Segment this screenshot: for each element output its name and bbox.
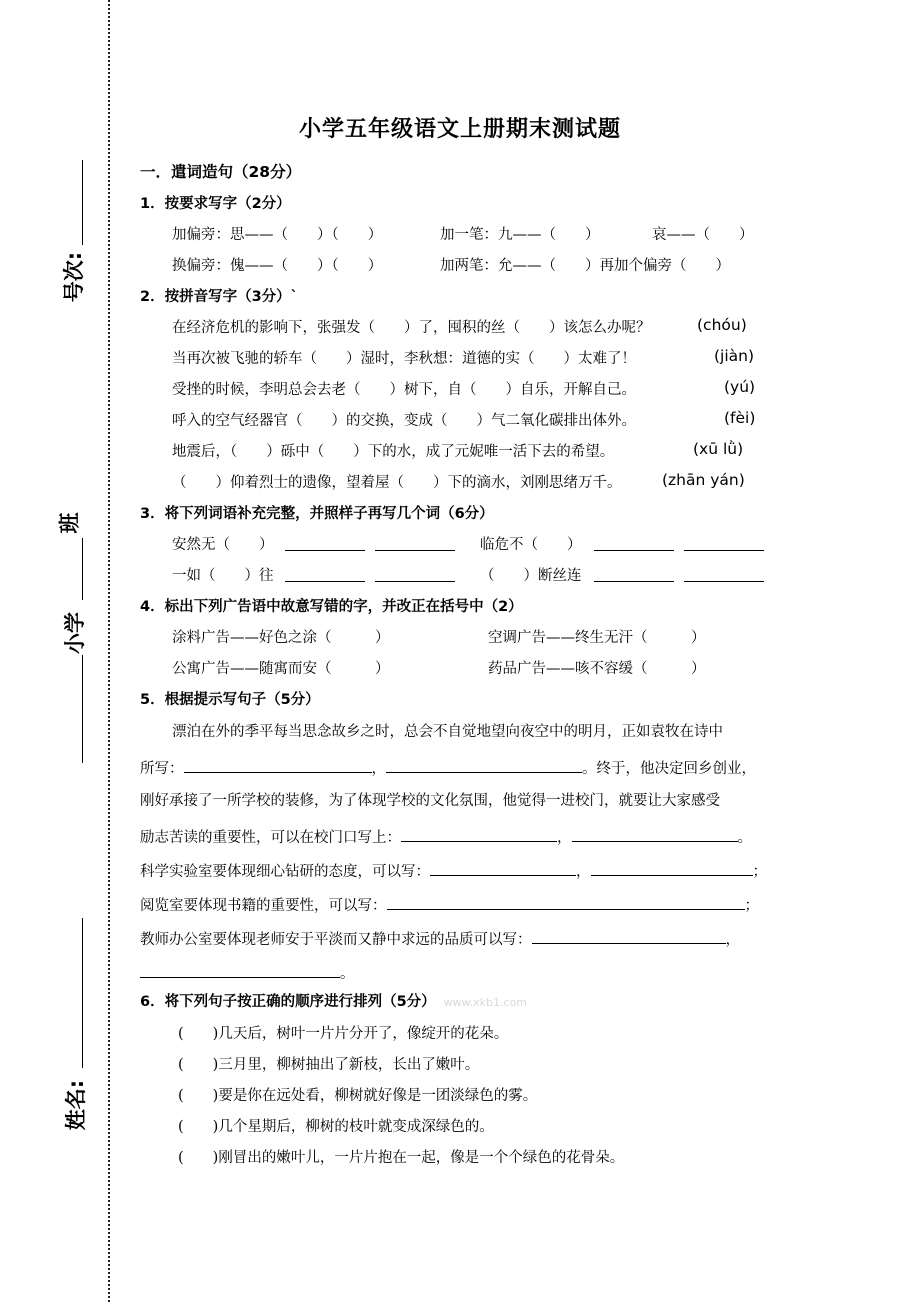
q5-blank[interactable] bbox=[401, 826, 557, 842]
section-heading: 一．遣词造句（28分） bbox=[140, 163, 302, 181]
q2-pinyin: (yú) bbox=[724, 378, 756, 396]
q5-text: ， bbox=[576, 864, 591, 880]
q3-blank[interactable] bbox=[684, 535, 764, 551]
q5-paragraph-line: 刚好承接了一所学校的装修，为了体现学校的文化氛围，他觉得一进校门，就要让大家感受 bbox=[140, 793, 720, 809]
q6-item: ( )刚冒出的嫩叶儿，一片片抱在一起，像是一个个绿色的花骨朵。 bbox=[178, 1150, 625, 1166]
q4-row1-b: 空调广告——终生无汗（ ） bbox=[488, 630, 706, 646]
q1-row1-b: 加一笔：九——（ ） bbox=[440, 227, 600, 243]
q5-text: 。 bbox=[340, 966, 355, 982]
q6-heading-text: 6．将下列句子按正确的顺序进行排列（5分） bbox=[140, 994, 436, 1010]
q4-row1-a: 涂料广告——好色之涂（ ） bbox=[172, 630, 390, 646]
q5-blank[interactable] bbox=[572, 826, 738, 842]
q6-item: ( )几个星期后，柳树的枝叶就变成深绿色的。 bbox=[178, 1119, 494, 1135]
q2-sentence: 地震后，（ ）砾中（ ）下的水，成了元妮唯一活下去的希望。 bbox=[172, 444, 615, 460]
q5-text: 科学实验室要体现细心钻研的态度，可以写： bbox=[140, 864, 430, 880]
q2-pinyin: (zhān yán) bbox=[662, 471, 745, 489]
q2-sentence: 受挫的时候，李明总会去老（ ）树下，自（ ）自乐，开解自己。 bbox=[172, 382, 636, 398]
q5-blank[interactable] bbox=[591, 860, 753, 876]
q3-row2-a: 一如（ ）往 bbox=[172, 568, 274, 584]
q5-blank[interactable] bbox=[140, 962, 340, 978]
q3-blank[interactable] bbox=[375, 566, 455, 582]
q1-row1-a: 加偏旁：思——（ ）（ ） bbox=[172, 227, 383, 243]
q5-line7 bbox=[140, 928, 740, 950]
q6-heading bbox=[140, 992, 527, 1013]
q5-text: ， bbox=[371, 761, 386, 777]
q5-text: 。 bbox=[737, 830, 752, 846]
q5-line2 bbox=[140, 757, 756, 779]
binding-dotted-line bbox=[108, 0, 110, 1302]
q3-blank[interactable] bbox=[375, 535, 455, 551]
name-label: 姓名: bbox=[64, 1079, 89, 1131]
class-label: 班 bbox=[57, 512, 82, 534]
q3-blank[interactable] bbox=[594, 535, 674, 551]
school-line bbox=[82, 655, 83, 763]
q5-text: 阅览室要体现书籍的重要性，可以写： bbox=[140, 898, 387, 914]
q5-text: ； bbox=[752, 864, 767, 880]
watermark: www.xkb1.com bbox=[443, 996, 528, 1009]
q6-item: ( )几天后，树叶一片片分开了，像绽开的花朵。 bbox=[178, 1026, 509, 1042]
q5-text: ； bbox=[744, 898, 759, 914]
q6-item: ( )要是你在远处看，柳树就好像是一团淡绿色的雾。 bbox=[178, 1088, 538, 1104]
q3-row1-b: 临危不（ ） bbox=[480, 537, 582, 553]
q5-blank[interactable] bbox=[532, 928, 726, 944]
q4-heading: 4．标出下列广告语中故意写错的字，并改正在括号中（2） bbox=[140, 599, 523, 615]
q4-row2-b: 药品广告——咳不容缓（ ） bbox=[488, 661, 706, 677]
q5-text: 教师办公室要体现老师安于平淡而又静中求远的品质可以写： bbox=[140, 932, 532, 948]
q5-line5 bbox=[140, 860, 767, 882]
q2-sentence: 当再次被飞驰的轿车（ ）湿时，李秋想：道德的实（ ）太难了！ bbox=[172, 351, 636, 367]
q2-heading: 2．按拼音写字（3分）` bbox=[140, 289, 298, 305]
q3-row1-a: 安然无（ ） bbox=[172, 537, 274, 553]
q3-blank[interactable] bbox=[285, 535, 365, 551]
q3-blank[interactable] bbox=[594, 566, 674, 582]
q2-pinyin: (jiàn) bbox=[714, 347, 755, 365]
q2-sentence: 在经济危机的影响下，张强发（ ）了，囤积的丝（ ）该怎么办呢？ bbox=[172, 320, 651, 336]
q2-pinyin: (fèi) bbox=[724, 409, 756, 427]
q5-blank[interactable] bbox=[387, 894, 745, 910]
q3-row2-b: （ ）断丝连 bbox=[480, 568, 582, 584]
school-label: 小学 bbox=[63, 612, 87, 654]
q1-row2-b: 加两笔：允——（ ）再加个偏旁（ ） bbox=[440, 258, 730, 274]
q2-sentence: （ ）仰着烈士的遗像，望着屋（ ）下的滴水，刘刚思绪万千。 bbox=[172, 475, 622, 491]
exam-number-line bbox=[82, 160, 83, 245]
q5-paragraph-line: 漂泊在外的季平每当思念故乡之时，总会不自觉地望向夜空中的明月，正如袁牧在诗中 bbox=[172, 724, 723, 740]
q5-blank[interactable] bbox=[430, 860, 576, 876]
q6-item: ( )三月里，柳树抽出了新枝，长出了嫩叶。 bbox=[178, 1057, 480, 1073]
q5-blank[interactable] bbox=[184, 757, 372, 773]
q5-text: ， bbox=[725, 932, 740, 948]
q4-row2-a: 公寓广告——随寓而安（ ） bbox=[172, 661, 390, 677]
q3-blank[interactable] bbox=[285, 566, 365, 582]
q1-heading: 1．按要求写字（2分） bbox=[140, 196, 291, 212]
class-line bbox=[82, 538, 83, 600]
q1-row2-a: 换偏旁：傀——（ ）（ ） bbox=[172, 258, 383, 274]
q5-blank[interactable] bbox=[386, 757, 582, 773]
q2-pinyin: (xū lǜ) bbox=[693, 440, 744, 458]
exam-number-label: 号次: bbox=[62, 251, 87, 303]
q1-row1-c: 哀——（ ） bbox=[652, 227, 754, 243]
name-line bbox=[82, 918, 83, 1068]
q5-line6 bbox=[140, 894, 759, 916]
q5-line4 bbox=[140, 826, 752, 848]
q3-heading: 3．将下列词语补充完整，并照样子再写几个词（6分） bbox=[140, 506, 494, 522]
q5-text: ， bbox=[557, 830, 572, 846]
page-title: 小学五年级语文上册期末测试题 bbox=[298, 117, 621, 142]
q2-pinyin: (chóu) bbox=[697, 316, 747, 334]
q5-text: 所写： bbox=[140, 761, 184, 777]
q3-blank[interactable] bbox=[684, 566, 764, 582]
q5-text: 励志苦读的重要性，可以在校门口写上： bbox=[140, 830, 401, 846]
q2-sentence: 呼入的空气经器官（ ）的交换，变成（ ）气二氧化碳排出体外。 bbox=[172, 413, 636, 429]
q5-heading: 5．根据提示写句子（5分） bbox=[140, 692, 320, 708]
q5-text: 。终于，他决定回乡创业， bbox=[582, 761, 756, 777]
q5-line8 bbox=[140, 962, 355, 984]
